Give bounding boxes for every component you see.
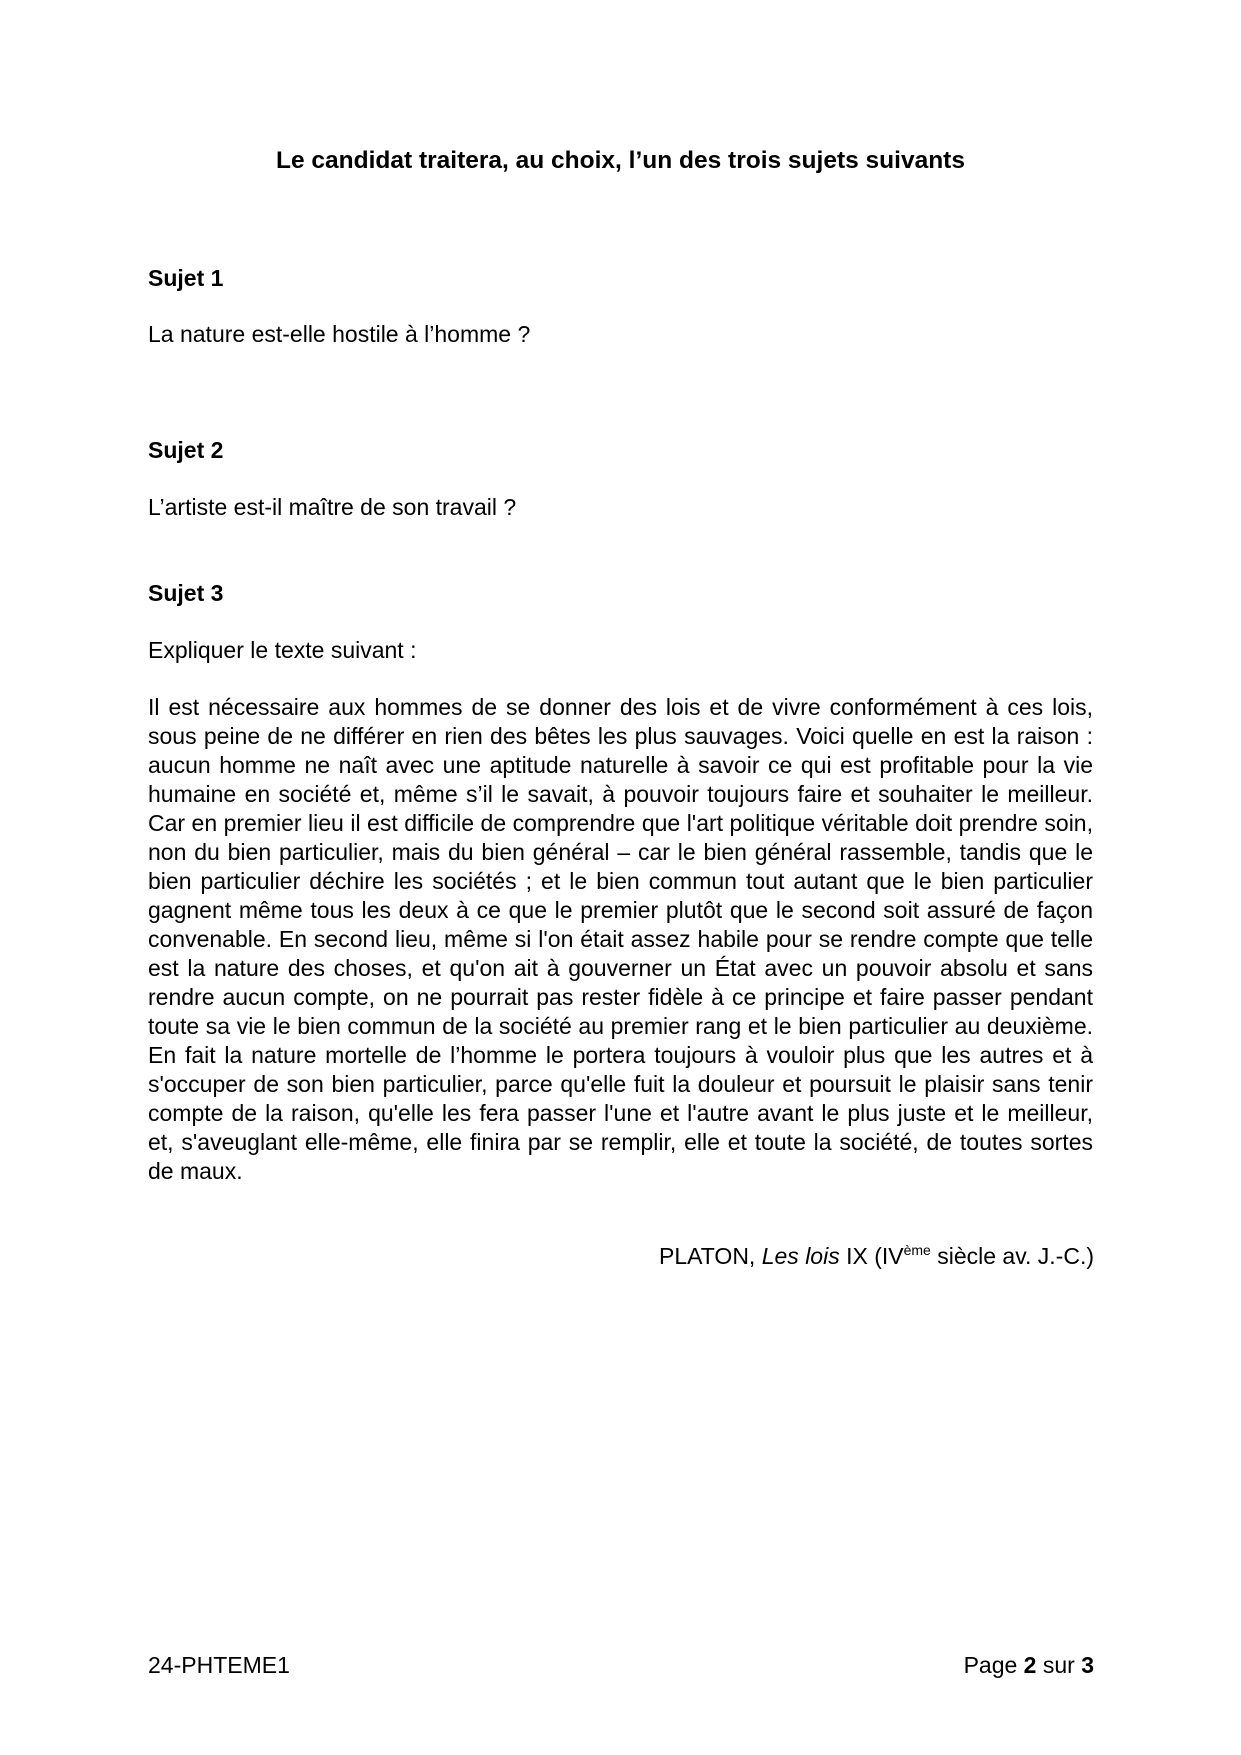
- page-current: 2: [1023, 1652, 1037, 1678]
- subject-3-heading: Sujet 3: [148, 580, 224, 606]
- subject-2-heading: Sujet 2: [148, 437, 224, 463]
- citation-work-title: Les lois: [761, 1243, 840, 1269]
- subject-3-instruction: Expliquer le texte suivant :: [148, 637, 417, 663]
- citation-superscript: ème: [903, 1242, 931, 1258]
- page-middle: sur: [1036, 1652, 1082, 1678]
- subject-1-question: La nature est-elle hostile à l’homme ?: [148, 321, 531, 347]
- page-prefix: Page: [963, 1652, 1024, 1678]
- subject-2-question: L’artiste est-il maître de son travail ?: [148, 494, 517, 520]
- page-title: Le candidat traitera, au choix, l’un des trois sujets suivants: [276, 147, 965, 174]
- citation-author: PLATON,: [659, 1243, 762, 1269]
- subject-1-heading: Sujet 1: [148, 265, 224, 291]
- philosophy-passage: Il est nécessaire aux hommes de se donner des lois et de vivre conformément à ces lois, sous peine de ne différer en rien des bêtes les plus sauvages. Voici quelle en est la raison : aucun homme ne naît avec une aptitude naturelle à savoir ce qui est profitable pour la vie humaine en société et, même s’il le savait, à pouvoir toujours faire et souhaiter le meilleur. Car en premier lieu il est difficile de comprendre que l'art politique véritable doit prendre soin, non du bien particulier, mais du bien général – car le bien général rassemble, tandis que le bien particulier déchire les sociétés ; et le bien commun tout autant que le bien particulier gagnent même tous les deux à ce que le premier plutôt que le second soit assuré de façon convenable. En second lieu, même si l'on était assez habile pour se rendre compte que telle est la nature des choses, et qu'on ait à gouverner un État avec un pouvoir absolu et sans rendre aucun compte, on ne pourrait pas rester fidèle à ce principe et faire passer pendant toute sa vie le bien commun de la société au premier rang et le bien particulier au deuxième. En fait la nature mortelle de l’homme le portera toujours à vouloir plus que les autres et à s'occuper de son bien particulier, parce qu'elle fuit la douleur et poursuit le plaisir sans tenir compte de la raison, qu'elle les fera passer l'une et l'autre avant le plus juste et le meilleur, et, s'aveuglant elle-même, elle finira par se remplir, elle et toute la société, de toutes sortes de maux.: [148, 694, 1093, 1184]
- page-total: 3: [1081, 1652, 1094, 1678]
- citation-date: siècle av. J.-C.): [930, 1243, 1094, 1269]
- exam-code: 24-PHTEME1: [148, 1652, 290, 1678]
- page-number: [964, 1651, 1094, 1679]
- citation: [659, 1242, 1094, 1270]
- citation-book: IX (IV: [839, 1243, 904, 1269]
